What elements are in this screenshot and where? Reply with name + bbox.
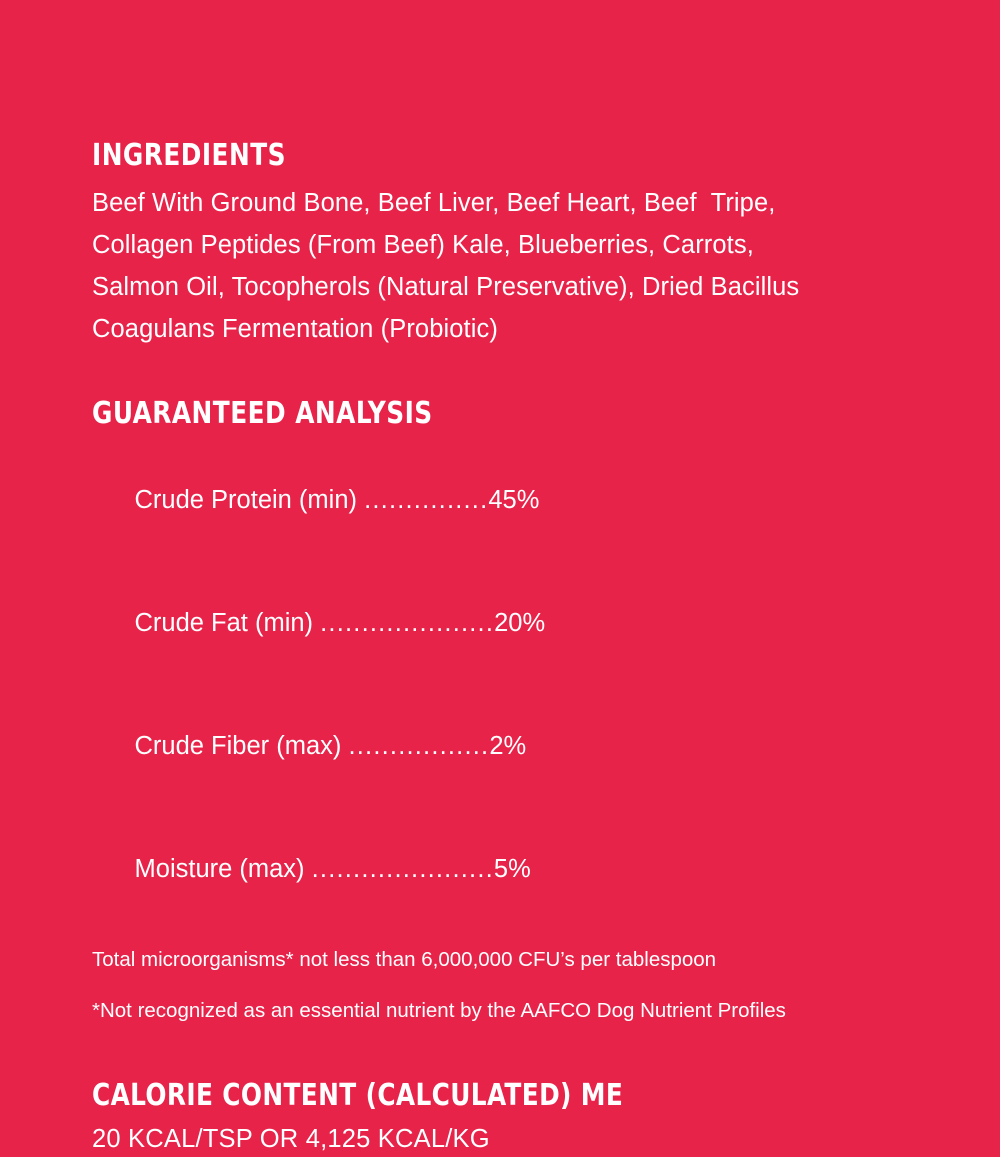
leader-dots: ................. (348, 732, 490, 760)
nutrient-label: Crude Protein (min) (134, 486, 365, 514)
leader-dots: ...................... (311, 855, 494, 883)
calorie-content-heading: CALORIE CONTENT (CALCULATED) ME (92, 1078, 624, 1113)
table-row (92, 808, 932, 931)
leader-dots: ..................... (320, 609, 495, 637)
ingredients-line: Salmon Oil, Tocopherols (Natural Preservative), Dried Bacillus (92, 272, 800, 301)
nutrient-label: Crude Fat (min) (134, 609, 321, 637)
nutrient-label: Moisture (max) (134, 855, 312, 883)
table-row (92, 562, 932, 685)
table-row (92, 439, 932, 562)
ingredients-heading: INGREDIENTS (92, 138, 286, 173)
calorie-content-section (92, 1078, 932, 1157)
guaranteed-analysis-section (92, 395, 932, 1029)
ingredients-line: Coagulans Fermentation (Probiotic) (92, 314, 498, 343)
nutrient-value: 5% (493, 855, 531, 883)
calorie-content-value: 20 KCAL/TSP OR 4,125 KCAL/KG (92, 1125, 490, 1153)
nutrient-value: 45% (488, 486, 540, 514)
guaranteed-analysis-heading: GUARANTEED ANALYSIS (92, 395, 433, 431)
aafco-footnote: *Not recognized as an essential nutrient by the AAFCO Dog Nutrient Profiles (92, 999, 786, 1022)
nutrient-value: 2% (489, 732, 527, 760)
nutrient-value: 20% (494, 609, 546, 637)
leader-dots: ............... (364, 486, 489, 514)
microorganisms-note: Total microorganisms* not less than 6,000,000 CFU’s per tablespoon (92, 948, 717, 971)
ingredients-line: Beef With Ground Bone, Beef Liver, Beef Heart, Beef Tripe, (92, 188, 776, 217)
pet-food-label-panel (92, 140, 932, 1157)
table-row (92, 685, 932, 808)
ingredients-line: Collagen Peptides (From Beef) Kale, Blueberries, Carrots, (92, 230, 754, 259)
ingredients-section (92, 140, 932, 350)
nutrient-label: Crude Fiber (max) (134, 732, 349, 760)
